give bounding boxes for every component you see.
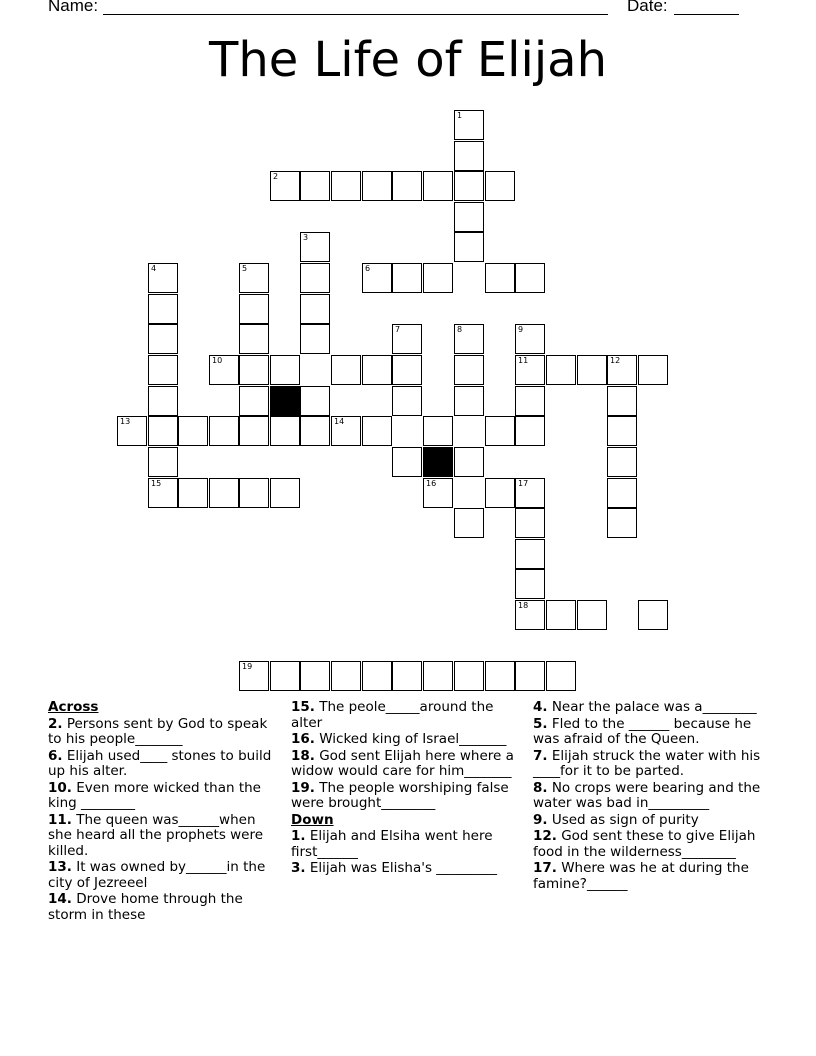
grid-cell[interactable]	[515, 661, 545, 691]
clue-item	[533, 700, 768, 716]
clue-number: 3	[303, 233, 309, 242]
clue-item	[291, 829, 519, 860]
grid-cell[interactable]	[300, 294, 330, 324]
clue-text: The people worshiping false were brought________	[291, 779, 509, 811]
clues-column-3	[533, 700, 768, 893]
grid-cell[interactable]	[178, 478, 208, 508]
grid-cell[interactable]	[485, 478, 515, 508]
clue-number: 12	[610, 356, 621, 365]
grid-cell[interactable]	[454, 110, 484, 140]
clue-text: Elijah and Elsiha went here first______	[291, 828, 493, 860]
grid-cell[interactable]	[392, 447, 422, 477]
grid-cell[interactable]	[423, 171, 453, 201]
grid-cell[interactable]	[454, 324, 484, 354]
clue-number: 17	[518, 479, 529, 488]
grid-cell[interactable]	[454, 386, 484, 416]
down-heading: Down	[291, 811, 334, 828]
clue-number: 8	[457, 325, 463, 334]
grid-cell[interactable]	[607, 416, 637, 446]
grid-cell[interactable]	[392, 661, 422, 691]
clue-number: 16.	[291, 731, 315, 747]
grid-cell[interactable]	[638, 600, 668, 630]
grid-cell[interactable]	[607, 447, 637, 477]
clue-item	[533, 781, 768, 812]
clue-number: 6.	[48, 747, 63, 764]
grid-cell[interactable]	[270, 416, 300, 446]
clue-text: No crops were bearing and the water was bad in_________	[533, 779, 761, 811]
grid-cell[interactable]	[515, 539, 545, 569]
clue-text: Fled to the ______ because he was afraid of the Queen.	[533, 715, 752, 747]
clue-item	[48, 717, 280, 748]
grid-cell[interactable]	[239, 355, 269, 385]
black-cell	[270, 386, 300, 416]
clue-text: The peole_____around the alter	[291, 699, 494, 731]
grid-cell[interactable]	[454, 141, 484, 171]
grid-cell[interactable]	[392, 355, 422, 385]
grid-cell[interactable]	[239, 324, 269, 354]
grid-cell[interactable]	[454, 232, 484, 262]
clue-item	[291, 749, 519, 780]
grid-cell[interactable]	[148, 416, 178, 446]
grid-cell[interactable]	[331, 416, 361, 446]
grid-cell[interactable]	[392, 263, 422, 293]
grid-cell[interactable]	[239, 478, 269, 508]
clue-item	[48, 813, 280, 860]
grid-cell[interactable]	[362, 661, 392, 691]
grid-cell[interactable]	[239, 386, 269, 416]
grid-cell[interactable]	[239, 294, 269, 324]
grid-cell[interactable]	[270, 355, 300, 385]
clue-item	[291, 732, 519, 748]
clue-number: 1	[457, 111, 463, 120]
clue-number: 19.	[291, 779, 315, 796]
grid-cell[interactable]	[270, 661, 300, 691]
grid-cell[interactable]	[362, 355, 392, 385]
clue-number: 14	[334, 417, 345, 426]
grid-cell[interactable]	[362, 171, 392, 201]
grid-cell[interactable]	[485, 263, 515, 293]
clue-text: Even more wicked than the king ________	[48, 779, 261, 811]
clue-number: 6	[365, 264, 371, 273]
clue-item	[291, 781, 519, 812]
grid-cell[interactable]	[454, 202, 484, 232]
grid-cell[interactable]	[148, 478, 178, 508]
black-cell	[423, 447, 453, 477]
grid-cell[interactable]	[239, 263, 269, 293]
grid-cell[interactable]	[423, 478, 453, 508]
clue-number: 4.	[533, 699, 548, 715]
grid-cell[interactable]	[485, 661, 515, 691]
across-heading: Across	[48, 699, 99, 715]
grid-cell[interactable]	[454, 447, 484, 477]
clue-number: 8.	[533, 779, 548, 796]
grid-cell[interactable]	[300, 171, 330, 201]
clue-item	[533, 829, 768, 860]
grid-cell[interactable]	[331, 171, 361, 201]
grid-cell[interactable]	[392, 324, 422, 354]
grid-cell[interactable]	[546, 600, 576, 630]
grid-cell[interactable]	[577, 355, 607, 385]
grid-cell[interactable]	[607, 386, 637, 416]
grid-cell[interactable]	[270, 171, 300, 201]
grid-cell[interactable]	[515, 416, 545, 446]
clue-item	[533, 813, 768, 829]
grid-cell[interactable]	[546, 661, 576, 691]
clue-number: 13	[120, 417, 131, 426]
grid-cell[interactable]	[148, 324, 178, 354]
grid-cell[interactable]	[300, 661, 330, 691]
date-label: Date:	[627, 0, 668, 15]
clue-item	[48, 781, 280, 812]
grid-cell[interactable]	[392, 171, 422, 201]
clue-item	[533, 861, 768, 892]
clue-number: 5.	[533, 715, 548, 732]
grid-cell[interactable]	[331, 355, 361, 385]
grid-cell[interactable]	[270, 478, 300, 508]
clue-item	[48, 860, 280, 891]
grid-cell[interactable]	[300, 263, 330, 293]
grid-cell[interactable]	[300, 386, 330, 416]
clue-number: 10.	[48, 779, 72, 796]
clue-number: 2.	[48, 715, 63, 732]
clue-text: It was owned by______in the city of Jezreeel	[48, 859, 266, 891]
grid-cell[interactable]	[209, 355, 239, 385]
clue-number: 9.	[533, 811, 548, 828]
grid-cell[interactable]	[577, 600, 607, 630]
grid-cell[interactable]	[362, 263, 392, 293]
grid-cell[interactable]	[209, 478, 239, 508]
puzzle-title: The Life of Elijah	[209, 32, 607, 88]
clue-number: 17.	[533, 860, 557, 876]
grid-cell[interactable]	[515, 508, 545, 538]
clue-item	[533, 717, 768, 748]
grid-cell[interactable]	[485, 171, 515, 201]
grid-cell[interactable]	[546, 355, 576, 385]
grid-cell[interactable]	[607, 478, 637, 508]
clue-number: 19	[242, 662, 253, 671]
clue-number: 11.	[48, 811, 72, 828]
grid-cell[interactable]	[607, 355, 637, 385]
clues-column-2	[291, 700, 519, 878]
clue-text: Where was he at during the famine?______	[533, 860, 749, 892]
grid-cell[interactable]	[485, 416, 515, 446]
clue-text: Elijah was Elisha's _________	[305, 860, 498, 876]
name-label: Name:	[48, 0, 99, 15]
clue-number: 4	[151, 264, 157, 273]
clue-text: The queen was______when she heard all the prophets were killed.	[48, 811, 264, 859]
clue-text: God sent these to give Elijah food in the wilderness________	[533, 828, 756, 860]
clue-number: 1.	[291, 828, 306, 844]
clue-number: 15	[151, 479, 162, 488]
grid-cell[interactable]	[515, 386, 545, 416]
clues-column-1	[48, 700, 280, 924]
grid-cell[interactable]	[515, 478, 545, 508]
grid-cell[interactable]	[454, 171, 484, 201]
clue-item	[533, 749, 768, 780]
clue-number: 10	[212, 356, 223, 365]
grid-cell[interactable]	[454, 661, 484, 691]
grid-cell[interactable]	[515, 355, 545, 385]
clue-number: 5	[242, 264, 248, 273]
clue-text: Near the palace was a________	[547, 699, 757, 715]
grid-cell[interactable]	[209, 416, 239, 446]
grid-cell[interactable]	[515, 324, 545, 354]
clue-item	[291, 700, 519, 731]
clue-text: God sent Elijah here where a widow would care for him_______	[291, 747, 514, 779]
clue-number: 16	[426, 479, 437, 488]
clue-text: Elijah struck the water with his ____for it to be parted.	[533, 747, 761, 779]
grid-cell[interactable]	[607, 508, 637, 538]
grid-cell[interactable]	[148, 263, 178, 293]
grid-cell[interactable]	[515, 263, 545, 293]
grid-cell[interactable]	[300, 324, 330, 354]
grid-cell[interactable]	[454, 508, 484, 538]
clue-number: 18	[518, 601, 529, 610]
clue-number: 18.	[291, 747, 315, 764]
grid-cell[interactable]	[239, 661, 269, 691]
clue-number: 3.	[291, 860, 306, 876]
grid-cell[interactable]	[423, 416, 453, 446]
grid-cell[interactable]	[515, 600, 545, 630]
clue-number: 7.	[533, 747, 548, 764]
grid-cell[interactable]	[423, 263, 453, 293]
grid-cell[interactable]	[515, 569, 545, 599]
clue-number: 12.	[533, 828, 557, 844]
grid-cell[interactable]	[148, 294, 178, 324]
grid-cell[interactable]	[300, 232, 330, 262]
clue-text: Drove home through the storm in these	[48, 891, 243, 923]
grid-cell[interactable]	[423, 661, 453, 691]
clue-number: 9	[518, 325, 524, 334]
clue-number: 14.	[48, 891, 72, 907]
clue-text: Wicked king of Israel_______	[314, 731, 507, 747]
clue-number: 7	[395, 325, 401, 334]
clue-item	[48, 892, 280, 923]
clue-text: Elijah used____ stones to build up his alter.	[48, 747, 272, 779]
grid-cell[interactable]	[239, 416, 269, 446]
grid-cell[interactable]	[117, 416, 147, 446]
clue-number: 11	[518, 356, 529, 365]
grid-cell[interactable]	[178, 416, 208, 446]
grid-cell[interactable]	[392, 386, 422, 416]
grid-cell[interactable]	[638, 355, 668, 385]
clue-text: Persons sent by God to speak to his people_______	[48, 715, 268, 747]
clue-item	[48, 749, 280, 780]
clue-text: Used as sign of purity	[547, 811, 699, 828]
grid-cell[interactable]	[148, 386, 178, 416]
grid-cell[interactable]	[362, 416, 392, 446]
grid-cell[interactable]	[454, 355, 484, 385]
clue-item	[291, 861, 519, 877]
clue-number: 15.	[291, 699, 315, 715]
clue-number: 13.	[48, 859, 72, 875]
clue-number: 2	[273, 172, 279, 181]
grid-cell[interactable]	[148, 355, 178, 385]
grid-cell[interactable]	[300, 416, 330, 446]
grid-cell[interactable]	[331, 661, 361, 691]
grid-cell[interactable]	[148, 447, 178, 477]
